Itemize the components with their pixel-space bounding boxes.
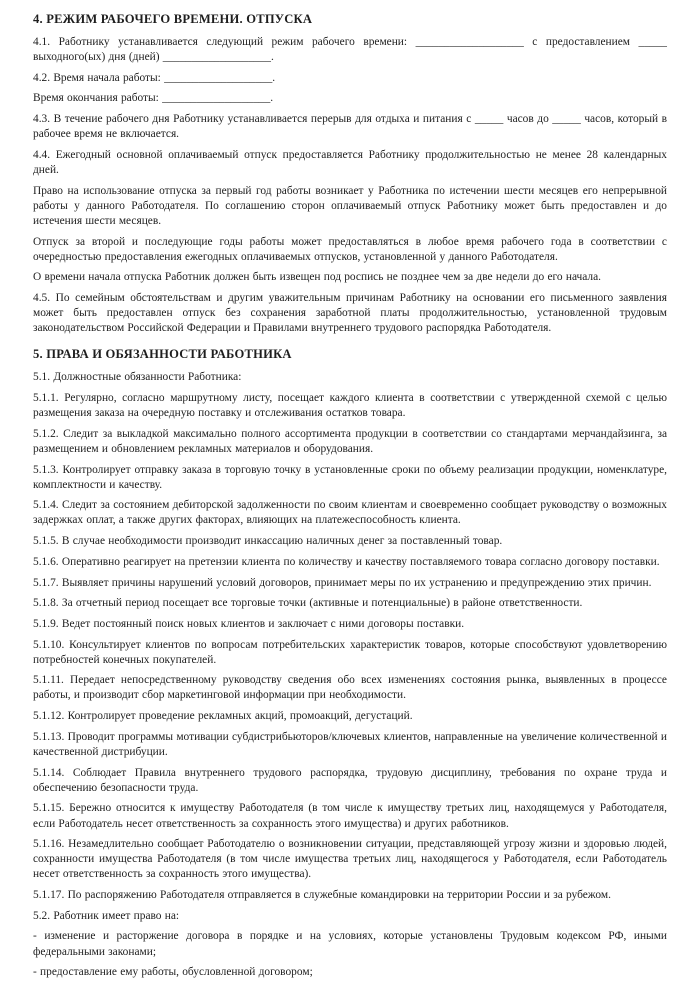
- paragraph: 5.1.14. Соблюдает Правила внутреннего трудового распорядка, трудовую дисциплину, требования по охране труда и обеспечению безопасности труда.: [33, 766, 667, 794]
- paragraph: 4.4. Ежегодный основной оплачиваемый отпуск предоставляется Работнику продолжительностью не менее 28 календарных дней.: [33, 148, 667, 177]
- paragraph: - изменение и расторжение договора в порядке и на условиях, которые установлены Трудовым кодексом РФ, иными федеральными законами;: [33, 930, 667, 958]
- document-content: [33, 12, 667, 980]
- paragraph: 5.1.4. Следит за состоянием дебиторской задолженности по своим клиентам и своевременно сообщает руководству о возможных задержках оплат, а также других факторах, влияющих на платежеспособность клиента.: [33, 499, 667, 527]
- paragraph: 5.1.15. Бережно относится к имуществу Работодателя (в том числе к имуществу третьих лиц, находящемуся у Работодателя, если Работодатель несет ответственность за сохранность этого имущества) и других работников.: [33, 802, 667, 830]
- paragraph: 5.1.17. По распоряжению Работодателя отправляется в служебные командировки на территории России и за рубежом.: [33, 889, 611, 902]
- section-heading: 4. РЕЖИМ РАБОЧЕГО ВРЕМЕНИ. ОТПУСКА: [33, 12, 313, 26]
- paragraph: 5.1.11. Передает непосредственному руководству сведения обо всех изменениях состояния рынка, выявленных в процессе работы, и производит сбор маркетинговой информации при необходимости.: [33, 674, 667, 702]
- paragraph: 4.3. В течение рабочего дня Работнику устанавливается перерыв для отдыха и питания с _____ часов до _____ часов, который в рабочее время не включается.: [33, 113, 667, 141]
- paragraph: 4.5. По семейным обстоятельствам и другим уважительным причинам Работнику на основании его письменного заявления может быть предоставлен отпуск без сохранения заработной платы продолжительностью, установленной трудовым законодательством Российской Федерации и Правилами внутреннего трудового распорядка Работодателя.: [33, 292, 667, 335]
- paragraph: 5.1.6. Оперативно реагирует на претензии клиента по количеству и качеству поставляемого товара согласно договору поставки.: [33, 555, 660, 568]
- paragraph: 5.1.5. В случае необходимости производит инкассацию наличных денег за поставленный товар.: [33, 535, 503, 548]
- paragraph: - предоставление ему работы, обусловленной договором;: [33, 966, 313, 979]
- paragraph: Время окончания работы: ___________________.: [33, 92, 274, 105]
- paragraph: 5.1.8. За отчетный период посещает все торговые точки (активные и потенциальные) в районе ответственности.: [33, 597, 583, 610]
- paragraph: 5.2. Работник имеет право на:: [33, 909, 180, 922]
- paragraph: 4.1. Работнику устанавливается следующий режим рабочего времени: ___________________ с предоставлением _____ выходного(ых) дня (дней) ___________________.: [33, 36, 667, 64]
- paragraph: 5.1.2. Следит за выкладкой максимально полного ассортимента продукции в соответствии со стандартами мерчандайзинга, за размещением и обновлением рекламных материалов и оборудования.: [33, 427, 667, 455]
- paragraph: 5.1.9. Ведет постоянный поиск новых клиентов и заключает с ними договоры поставки.: [33, 617, 465, 630]
- paragraph: 5.1.10. Консультирует клиентов по вопросам потребительских характеристик товаров, которые способствуют удовлетворению потребностей конечных покупателей.: [33, 638, 667, 666]
- paragraph: Отпуск за второй и последующие годы работы может предоставляться в любое время рабочего года в соответствии с очередностью предоставления ежегодных оплачиваемых отпусков, установленной у данного Работодателя.: [33, 235, 667, 263]
- paragraph: 4.2. Время начала работы: ___________________.: [33, 71, 276, 84]
- paragraph: 5.1. Должностные обязанности Работника:: [33, 371, 242, 384]
- paragraph: 5.1.3. Контролирует отправку заказа в торговую точку в установленные сроки по объему реализации продукции, номенклатуре, комплектности и качеству.: [33, 463, 667, 491]
- paragraph: О времени начала отпуска Работник должен быть извещен под роспись не позднее чем за две недели до его начала.: [33, 271, 602, 284]
- paragraph: 5.1.7. Выявляет причины нарушений условий договоров, принимает меры по их устранению и предупреждению этих причин.: [33, 576, 652, 589]
- paragraph: 5.1.13. Проводит программы мотивации субдистрибьюторов/ключевых клиентов, направленные на увеличение количественной и качественной дистрибуции.: [33, 730, 667, 758]
- paragraph: 5.1.12. Контролирует проведение рекламных акций, промоакций, дегустаций.: [33, 710, 413, 723]
- paragraph: 5.1.1. Регулярно, согласно маршрутному листу, посещает каждого клиента в соответствии с утвержденной схемой с целью размещения заказа на очередную поставку и отслеживания остатков товара.: [33, 392, 667, 420]
- paragraph: 5.1.16. Незамедлительно сообщает Работодателю о возникновении ситуации, представляющей угрозу жизни и здоровью людей, сохранности имущества Работодателя (в том числе имущества третьих лиц, находящегося у Работодателя, если Работодатель несет ответственность за сохранность этого имущества).: [33, 838, 667, 881]
- paragraph: Право на использование отпуска за первый год работы возникает у Работника по истечении шести месяцев его непрерывной работы у данного Работодателя. По соглашению сторон оплачиваемый отпуск Работнику может быть предоставлен и до истечения шести месяцев.: [33, 184, 667, 227]
- section-heading: 5. ПРАВА И ОБЯЗАННОСТИ РАБОТНИКА: [33, 347, 292, 362]
